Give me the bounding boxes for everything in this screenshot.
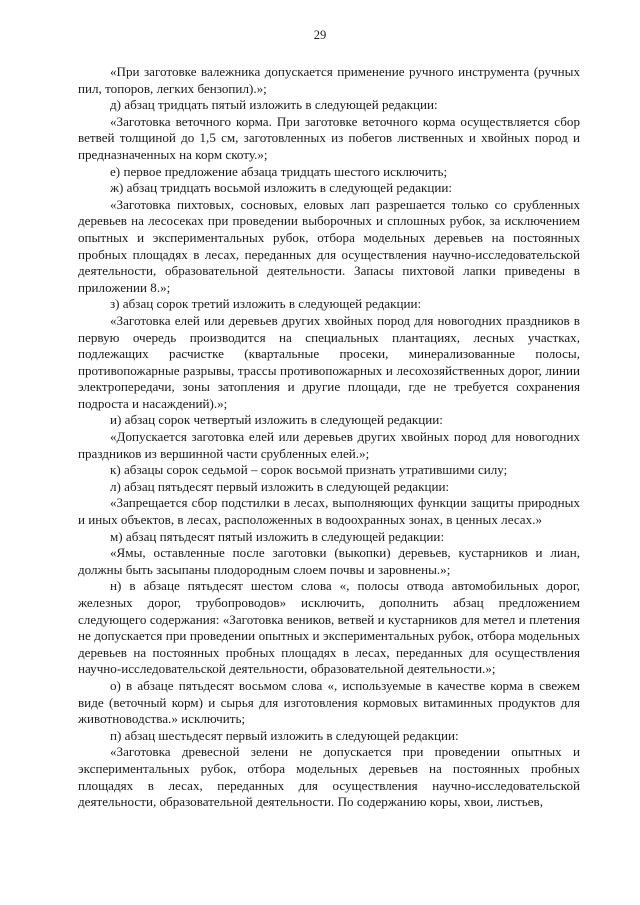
paragraph: н) в абзаце пятьдесят шестом слова «, полосы отвода автомобильных дорог, железных дорог, трубопроводов» исключить, дополнить абзац предложением следующего содержания: «Заготовка веников, ветвей и кустарников для метел и плетения не допускается при проведении опытных и экспериментальных рубок, отбора модельных деревьев на постоянных пробных площадях в лесах, переданных для осуществления научно-исследовательской деятельности, образовательной деятельности.»;: [78, 578, 580, 677]
paragraph: е) первое предложение абзаца тридцать шестого исключить;: [110, 163, 448, 179]
page-number: 29: [313, 28, 327, 42]
paragraph: «Заготовка древесной зелени не допускается при проведении опытных и экспериментальных рубок, отбора модельных деревьев на постоянных пробных площадях в лесах, переданных для осуществления научно-исследовательской деятельности, образовательной деятельности. По содержанию коры, хвои, листьев,: [78, 744, 580, 810]
paragraph: «Заготовка елей или деревьев других хвойных пород для новогодних праздников в первую очередь производится на специальных плантациях, лесных участках, подлежащих расчистке (квартальные просеки, минерализованные полосы, противопожарные разрывы, трассы противопожарных и лесохозяйственных дорог, линии электропередачи, зоны затопления и другие площади, где не требуется сохранения подроста и насаждений).»;: [78, 312, 580, 411]
paragraph: «Ямы, оставленные после заготовки (выкопки) деревьев, кустарников и лиан, должны быть засыпаны плодородным слоем почвы и заровнены.»;: [78, 545, 580, 577]
paragraph: ж) абзац тридцать восьмой изложить в следующей редакции:: [110, 180, 453, 196]
paragraph: «Заготовка веточного корма. При заготовке веточного корма осуществляется сбор ветвей толщиной до 1,5 см, заготовленных из побегов лиственных и хвойных пород и предназначенных на корм скоту.»;: [78, 113, 580, 162]
paragraph: «Запрещается сбор подстилки в лесах, выполняющих функции защиты природных и иных объектов, в лесах, расположенных в водоохранных зонах, в ценных лесах.»: [78, 495, 580, 528]
paragraph: и) абзац сорок четвертый изложить в следующей редакции:: [110, 412, 443, 428]
paragraph: «При заготовке валежника допускается применение ручного инструмента (ручных пил, топоров, легких бензопил).»;: [78, 64, 580, 96]
paragraph: «Допускается заготовка елей или деревьев других хвойных пород для новогодних праздников из вершинной части срубленных елей.»;: [78, 429, 580, 461]
paragraph: д) абзац тридцать пятый изложить в следующей редакции:: [110, 97, 438, 113]
document-body: [78, 64, 580, 811]
paragraph: «Заготовка пихтовых, сосновых, еловых лап разрешается только со срубленных деревьев на лесосеках при проведении выборочных и сплошных рубок, за исключением опытных и экспериментальных рубок, отбора модельных деревьев на постоянных пробных площадях в лесах, переданных для осуществления научно-исследовательской деятельности, образовательной деятельности. Запасы пихтовой лапки приведены в приложении 8.»;: [78, 196, 580, 295]
paragraph: з) абзац сорок третий изложить в следующей редакции:: [110, 296, 422, 312]
paragraph: п) абзац шестьдесят первый изложить в следующей редакции:: [110, 727, 459, 743]
paragraph: о) в абзаце пятьдесят восьмом слова «, используемые в качестве корма в свежем виде (веточный корм) и сырья для изготовления кормовых витаминных продуктов для животноводства.» исключить;: [78, 677, 580, 727]
paragraph: к) абзацы сорок седьмой – сорок восьмой признать утратившими силу;: [110, 462, 508, 478]
paragraph: м) абзац пятьдесят пятый изложить в следующей редакции:: [110, 528, 445, 544]
paragraph: л) абзац пятьдесят первый изложить в следующей редакции:: [110, 478, 450, 494]
